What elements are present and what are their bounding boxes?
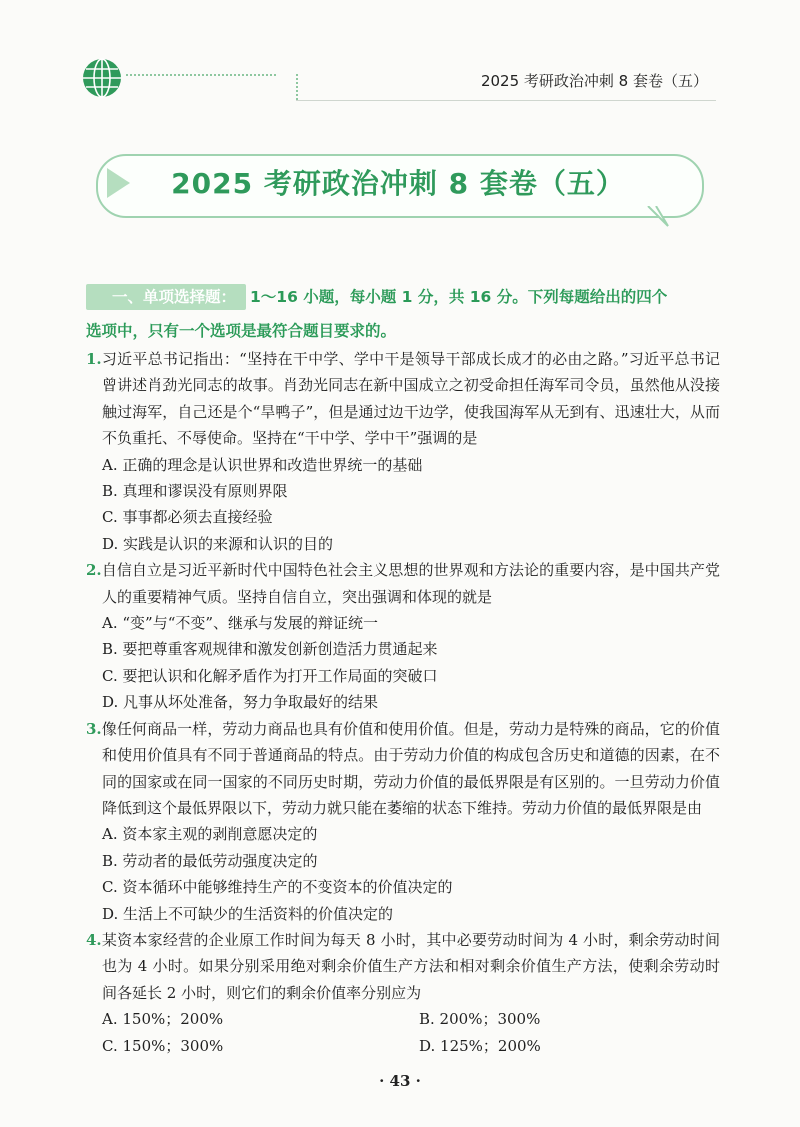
question-text: 像任何商品一样，劳动力商品也具有价值和使用价值。但是，劳动力是特殊的商品，它的价值和使用价值具有不同于普通商品的特点。由于劳动力价值的构成包含历史和道德的因素，在不同的国家或在同一国家的不同历史时期，劳动力价值的最低界限是有区别的。一旦劳动力价值降低到这个最低界限以下，劳动力就只能在萎缩的状态下维持。劳动力价值的最低界限是由 [101, 719, 720, 817]
question-text: 习近平总书记指出：“坚持在干中学、学中干是领导干部成长成才的必由之路。”习近平总书记曾讲述肖劲光同志的故事。肖劲光同志在新中国成立之初受命担任海军司令员，虽然他从没接触过海军，自己还是个“旱鸭子”，但是通过边干边学，使我国海军从无到有、迅速壮大，从而不负重托、不辱使命。坚持在“干中学、学中干”强调的是 [101, 350, 720, 448]
header-dotted-connector [276, 74, 298, 100]
option-a: A. 正确的理念是认识世界和改造世界统一的基础 [102, 455, 423, 474]
section-instruction-line1: 1～16 小题，每小题 1 分，共 16 分。下列每题给出的四个 [250, 288, 668, 306]
page-title: 2025 考研政治冲刺 8 套卷（五） [171, 167, 625, 200]
option-row [86, 1033, 720, 1059]
question-number: 2. [86, 561, 102, 580]
option-c: C. 150%；300% [102, 1036, 224, 1055]
option-d: D. 凡事从坏处准备，努力争取最好的结果 [102, 693, 379, 712]
section-instruction-line2: 选项中，只有一个选项是最符合题目要求的。 [86, 322, 397, 340]
option-a: A. “变”与“不变”、继承与发展的辩证统一 [102, 614, 379, 633]
option-c: C. 要把认识和化解矛盾作为打开工作局面的突破口 [102, 666, 438, 685]
question-1 [86, 346, 720, 557]
question-stem [86, 716, 720, 822]
running-header-title: 2025 考研政治冲刺 8 套卷（五） [480, 72, 708, 90]
option-b: B. 200%；300% [419, 1010, 541, 1029]
question-4 [86, 927, 720, 1059]
option-a: A. 150%；200% [102, 1010, 224, 1029]
option-d: D. 生活上不可缺少的生活资料的价值决定的 [102, 904, 394, 923]
header-dotted-line [126, 74, 276, 76]
option-b: B. 要把尊重客观规律和激发创新创造活力贯通起来 [102, 640, 438, 659]
question-number: 1. [86, 350, 102, 368]
question-text: 自信自立是习近平新时代中国特色社会主义思想的世界观和方法论的重要内容，是中国共产党人的重要精神气质。坚持自信自立，突出强调和体现的就是 [101, 561, 720, 606]
question-number: 4. [86, 930, 102, 949]
question-2 [86, 557, 720, 715]
question-stem [86, 346, 720, 452]
option-row [86, 1006, 720, 1032]
question-text: 某资本家经营的企业原工作时间为每天 8 小时，其中必要劳动时间为 4 小时，剩余劳动时间也为 4 小时。如果分别采用绝对剩余价值生产方法和相对剩余价值生产方法，使剩余劳动时间各延长 2 小时，则它们的剩余价值率分别应为 [101, 930, 720, 1002]
option-b: B. 劳动者的最低劳动强度决定的 [102, 851, 318, 870]
question-3 [86, 716, 720, 927]
option-c: C. 资本循环中能够维持生产的不变资本的价值决定的 [102, 878, 453, 897]
question-number: 3. [86, 719, 102, 738]
header-rule [296, 100, 716, 101]
question-stem [86, 927, 720, 1006]
option-d: D. 125%；200% [419, 1036, 541, 1055]
globe-logo-icon [80, 56, 124, 100]
option-d: D. 实践是认识的来源和认识的目的 [102, 534, 334, 553]
option-c: C. 事事都必须去直接经验 [102, 508, 273, 527]
section-label: 一、单项选择题： [86, 284, 246, 310]
question-stem [86, 557, 720, 610]
option-b: B. 真理和谬误没有原则界限 [102, 482, 288, 501]
question-list [86, 346, 720, 1059]
page-number: · 43 · [379, 1072, 421, 1090]
option-a: A. 资本家主观的剥削意愿决定的 [102, 825, 318, 844]
speech-tail-icon [646, 206, 670, 228]
section-heading [86, 280, 716, 348]
